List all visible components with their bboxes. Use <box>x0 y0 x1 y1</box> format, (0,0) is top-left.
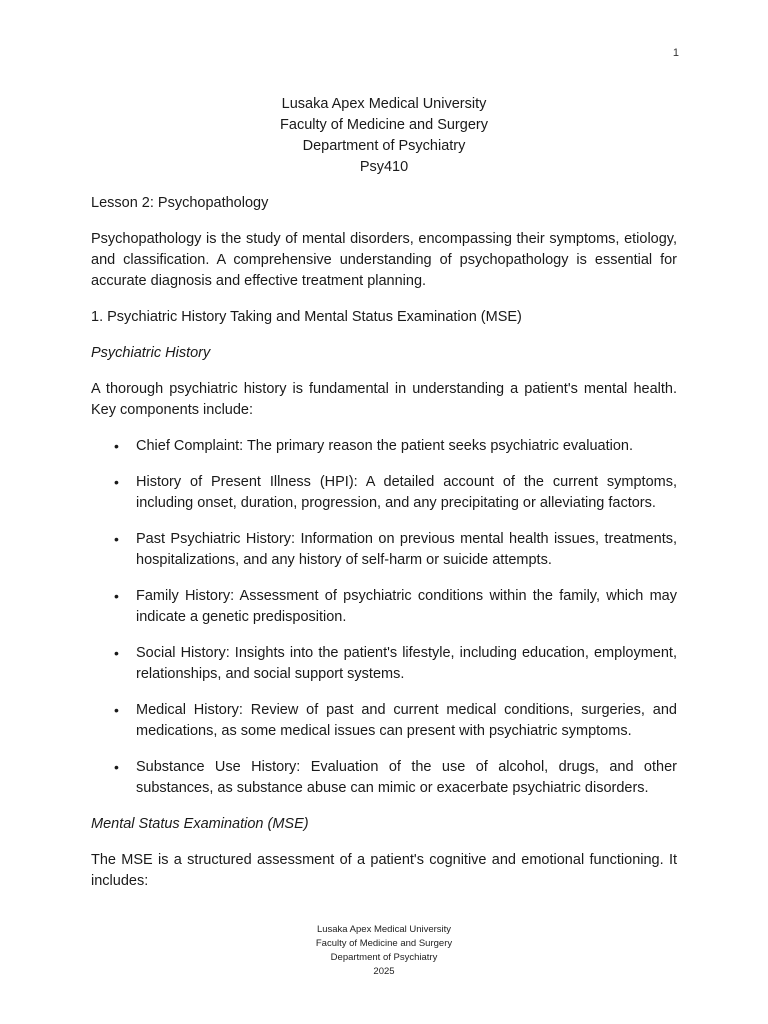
list-item <box>91 472 677 514</box>
document-footer <box>0 923 768 979</box>
list-item-text: Social History: Insights into the patient's lifestyle, including education, employment, relationships, and social support systems. <box>136 645 677 682</box>
bullet-icon: • <box>114 588 119 604</box>
document-body <box>91 94 677 907</box>
list-item <box>91 757 677 799</box>
university-name: Lusaka Apex Medical University <box>281 96 487 112</box>
mse-intro-paragraph: The MSE is a structured assessment of a patient's cognitive and emotional functioning. It includes: <box>91 852 677 889</box>
page-number: 1 <box>672 47 679 59</box>
history-components-list <box>91 436 677 799</box>
bullet-icon: • <box>114 759 119 775</box>
lesson-title: Lesson 2: Psychopathology <box>91 195 269 211</box>
bullet-icon: • <box>114 702 119 718</box>
department-name: Department of Psychiatry <box>302 138 466 154</box>
list-item <box>91 529 677 571</box>
bullet-icon: • <box>114 438 119 454</box>
psychiatric-history-subheading: Psychiatric History <box>91 345 211 361</box>
document-header <box>91 94 677 178</box>
list-item <box>91 586 677 628</box>
footer-year: 2025 <box>373 966 395 977</box>
intro-paragraph: Psychopathology is the study of mental disorders, encompassing their symptoms, etiology, and classification. A comprehensive understanding of psychopathology is essential for accurate diagnosis and effective treatment planning. <box>91 231 677 289</box>
bullet-icon: • <box>114 474 119 490</box>
course-code: Psy410 <box>359 159 409 175</box>
list-item-text: Chief Complaint: The primary reason the patient seeks psychiatric evaluation. <box>136 438 634 454</box>
footer-university-name: Lusaka Apex Medical University <box>316 924 452 935</box>
list-item <box>91 700 677 742</box>
mse-subheading: Mental Status Examination (MSE) <box>91 816 309 832</box>
list-item-text: Family History: Assessment of psychiatric conditions within the family, which may indicate a genetic predisposition. <box>136 588 677 625</box>
list-item <box>91 436 677 457</box>
list-item <box>91 643 677 685</box>
bullet-icon: • <box>114 645 119 661</box>
list-item-text: Medical History: Review of past and current medical conditions, surgeries, and medications, as some medical issues can present with psychiatric symptoms. <box>136 702 677 739</box>
list-item-text: Past Psychiatric History: Information on previous mental health issues, treatments, hospitalizations, and any history of self-harm or suicide attempts. <box>136 531 677 568</box>
footer-department-name: Department of Psychiatry <box>330 952 438 963</box>
list-item-text: Substance Use History: Evaluation of the use of alcohol, drugs, and other substances, as substance abuse can mimic or exacerbate psychiatric disorders. <box>136 759 677 796</box>
history-intro-paragraph: A thorough psychiatric history is fundamental in understanding a patient's mental health. Key components include: <box>91 381 677 418</box>
footer-faculty-name: Faculty of Medicine and Surgery <box>315 938 453 949</box>
bullet-icon: • <box>114 531 119 547</box>
list-item-text: History of Present Illness (HPI): A detailed account of the current symptoms, including onset, duration, progression, and any precipitating or alleviating factors. <box>136 474 677 511</box>
section-heading: 1. Psychiatric History Taking and Mental Status Examination (MSE) <box>91 309 522 325</box>
faculty-name: Faculty of Medicine and Surgery <box>280 117 488 133</box>
